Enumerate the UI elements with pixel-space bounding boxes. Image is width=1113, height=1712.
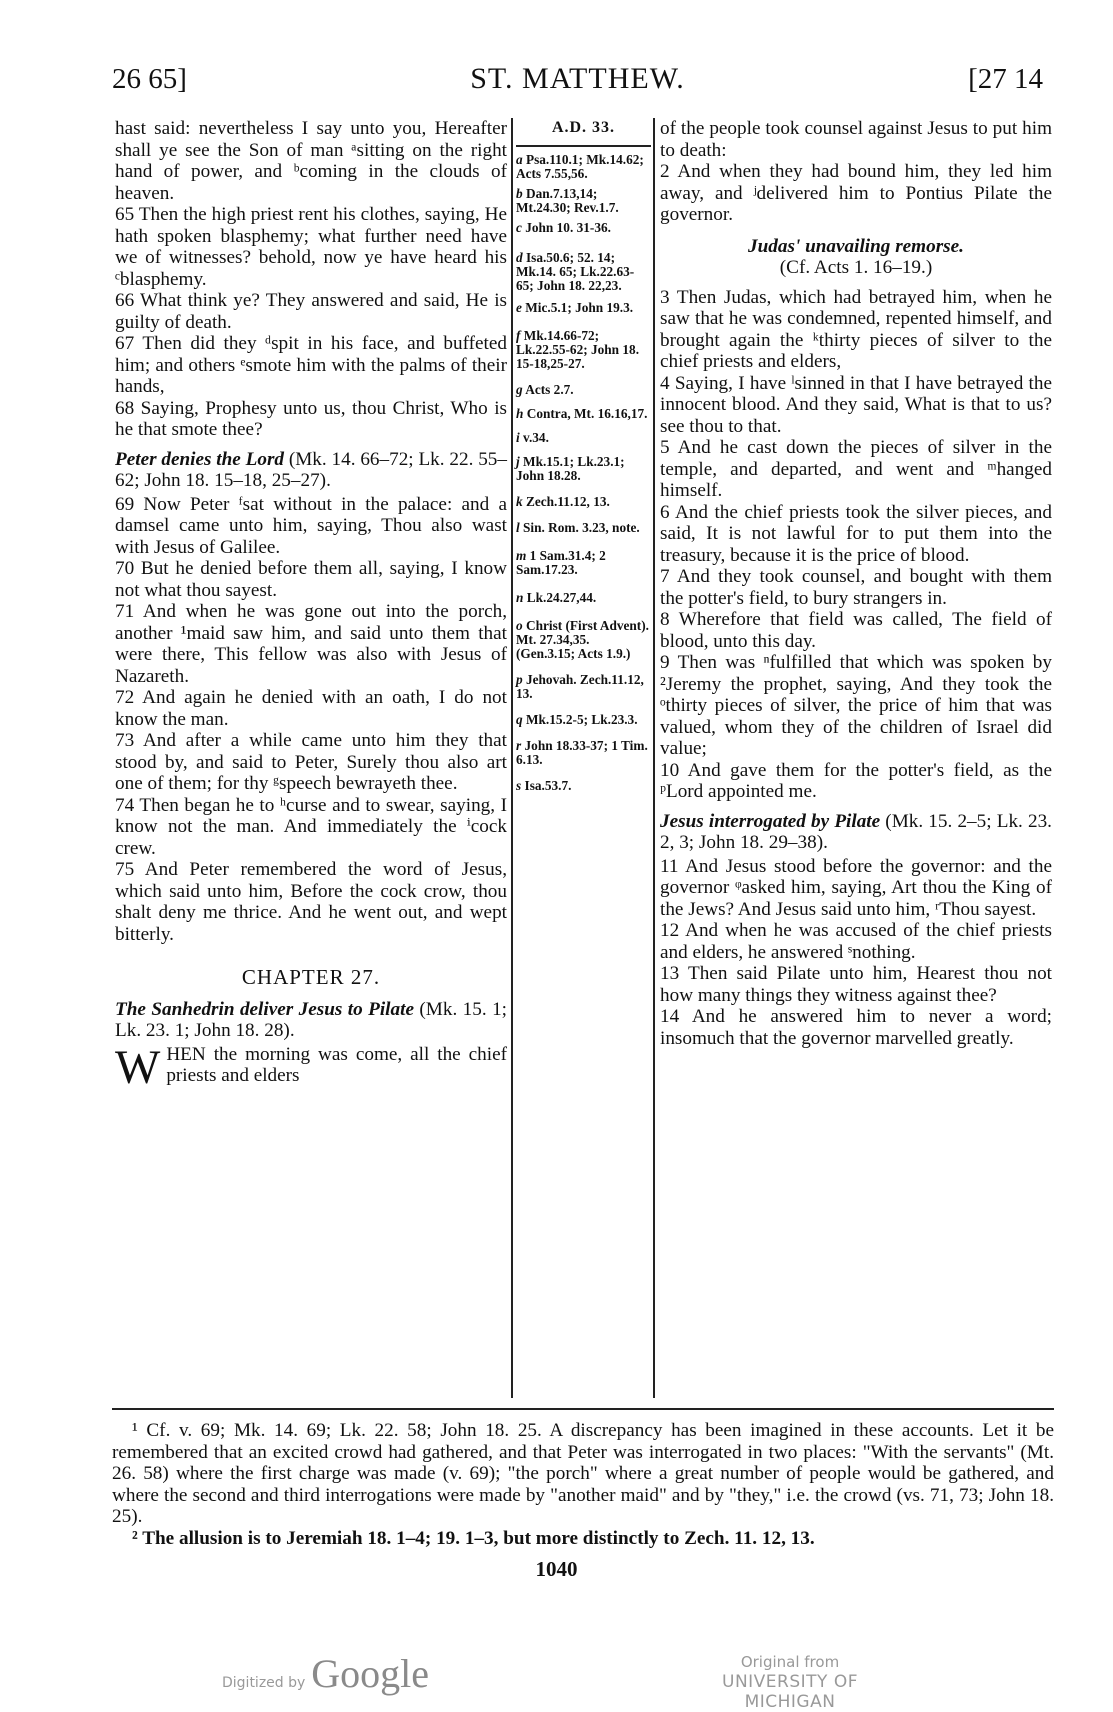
verse-paragraph: 4 Saying, I have ˡsinned in that I have betrayed the innocent blood. And they said, What is that to us? see thou to that.: [660, 372, 1052, 437]
verse-paragraph: 10 And gave them for the potter's field, as the ᵖLord appointed me.: [660, 759, 1052, 802]
cross-reference-text: Acts 2.7.: [525, 382, 574, 397]
cross-reference-note: [516, 739, 651, 767]
cross-reference-text: 1 Sam.31.4; 2 Sam.17.23.: [516, 548, 606, 577]
running-head-left: 26 65]: [112, 63, 187, 95]
verse-paragraph: 70 But he denied before them all, saying, I know not what thou sayest.: [115, 558, 507, 601]
cross-reference-text: Zech.11.12, 13.: [525, 494, 610, 509]
university-text: UNIVERSITY OF MICHIGAN: [722, 1672, 858, 1712]
verse-paragraph: hast said: nevertheless I say unto you, Hereafter shall ye see the Son of man ᵃsitting on the right hand of power, and ᵇcoming in the clouds of heaven.: [115, 118, 507, 204]
chapter-heading: CHAPTER 27.: [241, 965, 381, 989]
cross-reference-note: [516, 549, 651, 577]
cross-reference-key: s: [516, 778, 522, 793]
footnote-1: ¹ Cf. v. 69; Mk. 14. 69; Lk. 22. 58; John 18. 25. A discrepancy has been imagined in these accounts. Let it be remembered that an excited crowd had gathered, and that Peter was interrogated in two places: "With the servants" (Mt. 26. 58) where the first charge was made (v. 69); "the porch" where a great number of people would be gathered, and where the second and third interrogations were made by "another maid" and by "they," i.e. the crowd (vs. 71, 73; John 18. 25).: [112, 1420, 1054, 1527]
verse-paragraph: 73 And after a while came unto him they that stood by, and said to Peter, Surely thou also art one of them; for thy ᵍspeech bewrayeth thee.: [115, 730, 507, 794]
cross-reference-text: Psa.110.1; Mk.14.62; Acts 7.55,56.: [516, 152, 644, 181]
cross-reference-key: c: [516, 220, 522, 235]
verse-paragraph: 3 Then Judas, which had betrayed him, when he saw that he was condemned, repented himself, and brought again the ᵏthirty pieces of silver to the chief priests and elders,: [660, 286, 1052, 372]
page-number: 1040: [535, 1557, 578, 1581]
footnote-2: ² The allusion is to Jeremiah 18. 1–4; 19. 1–3, but more distinctly to Zech. 11. 12, 13.: [132, 1527, 815, 1549]
section-heading-refs: (Mk. 15. 1; Lk. 23. 1; John 18. 28).: [115, 998, 507, 1041]
verse-paragraph: 71 And when he was gone out into the porch, another ¹maid saw him, and said unto them that were there, This fellow was also with Jesus of Nazareth.: [115, 601, 507, 687]
margin-date: A.D. 33.: [551, 119, 616, 136]
cross-reference-note: [516, 521, 651, 535]
verse-paragraph: 2 And when they had bound him, they led him away, and ʲdelivered him to Pontius Pilate the governor.: [660, 161, 1052, 225]
left-column: [115, 118, 507, 1094]
cross-reference-key: k: [516, 494, 523, 509]
verse-paragraph: 14 And he answered him to never a word; insomuch that the governor marvelled greatly.: [660, 1006, 1052, 1049]
cross-reference-key: m: [516, 548, 527, 563]
margin-notes: [516, 153, 651, 793]
cross-reference-note: [516, 619, 651, 661]
cross-reference-key: n: [516, 590, 524, 605]
verse-paragraph: 69 Now Peter ᶠsat without in the palace: and a damsel came unto him, saying, Thou also wast with Jesus of Galilee.: [115, 493, 507, 558]
cross-reference-key: f: [516, 328, 521, 343]
column-rule-left: [511, 118, 513, 1398]
verse-paragraph: 5 And he cast down the pieces of silver in the temple, and departed, and went and ᵐhanged himself.: [660, 437, 1052, 501]
verse-paragraph: of the people took counsel against Jesus to put him to death:: [660, 118, 1052, 161]
verse-paragraph: 9 Then was ⁿfulfilled that which was spoken by ²Jeremy the prophet, saying, And they took the ᵒthirty pieces of silver, the price of him that was valued, whom they of the children of Israel did value;: [660, 652, 1052, 759]
cross-reference-key: g: [516, 382, 523, 397]
section-heading-refs: (Mk. 14. 66–72; Lk. 22. 55–62; John 18. 15–18, 25–27).: [115, 448, 507, 491]
cross-reference-key: q: [516, 712, 523, 727]
google-logo: Google: [311, 1651, 430, 1696]
verse-paragraph: 65 Then the high priest rent his clothes, saying, He hath spoken blasphemy; what further need have we of witnesses? behold, now ye have heard his ᶜblasphemy.: [115, 204, 507, 290]
cross-reference-text: Mk.15.2-5; Lk.23.3.: [525, 712, 638, 727]
cross-reference-note: [516, 673, 651, 701]
cross-reference-text: Sin. Rom. 3.23, note.: [523, 520, 640, 535]
cross-reference-note: [516, 407, 651, 421]
cross-reference-text: John 18.33-37; 1 Tim. 6.13.: [516, 738, 648, 767]
cross-reference-text: John 10. 31-36.: [525, 220, 611, 235]
verse-paragraph: 7 And they took counsel, and bought with them the potter's field, to bury strangers in.: [660, 566, 1052, 609]
verse-paragraph: 11 And Jesus stood before the governor: and the governor ᵠasked him, saying, Art thou the King of the Jews? And Jesus said unto him, ʳThou sayest.: [660, 855, 1052, 920]
verse-paragraph: 12 And when he was accused of the chief priests and elders, he answered ˢnothing.: [660, 920, 1052, 963]
cross-reference-note: [516, 591, 651, 605]
verse-paragraph: 68 Saying, Prophesy unto us, thou Christ, Who is he that smote thee?: [115, 397, 507, 440]
verse-paragraph: 75 And Peter remembered the word of Jesus, which said unto him, Before the cock crow, thou shalt deny me thrice. And he went out, and wept bitterly.: [115, 859, 507, 945]
cross-reference-text: Isa.50.6; 52. 14; Mk.14. 65; Lk.22.63-65; John 18. 22,23.: [516, 250, 635, 293]
cross-reference-note: [516, 301, 651, 315]
cross-reference-key: j: [516, 454, 520, 469]
verse-paragraph: 67 Then did they ᵈspit in his face, and buffeted him; and others ᵉsmote him with the palms of their hands,: [115, 333, 507, 397]
cross-reference-key: h: [516, 406, 524, 421]
running-head-title: ST. MATTHEW.: [470, 62, 685, 95]
right-column: [660, 118, 1052, 1049]
cross-reference-key: d: [516, 250, 523, 265]
cross-reference-note: [516, 455, 651, 483]
chapter-opening-text: HEN the morning was come, all the chief priests and elders: [166, 1043, 507, 1086]
cross-reference-text: Jehovah. Zech.11.12, 13.: [516, 672, 644, 701]
cross-reference-key: r: [516, 738, 522, 753]
section-heading-refs: (Mk. 15. 2–5; Lk. 23. 2, 3; John 18. 29–38).: [660, 810, 1052, 853]
digitized-by-text: Digitized by: [222, 1675, 306, 1691]
cross-reference-note: [516, 187, 651, 215]
verse-paragraph: 74 Then began he to ʰcurse and to swear, saying, I know not the man. And immediately the ⁱcock crew.: [115, 794, 507, 859]
running-head: [112, 62, 1043, 102]
cross-reference-note: [516, 153, 651, 181]
chapter-opening-paragraph: [115, 1040, 507, 1094]
cross-reference-text: Isa.53.7.: [524, 778, 572, 793]
cross-reference-key: o: [516, 618, 523, 633]
digitized-by-watermark: [222, 1650, 429, 1697]
cross-reference-text: Christ (First Advent). Mt. 27.34,35. (Gen.3.15; Acts 1.9.): [516, 618, 649, 661]
cross-reference-text: Mic.5.1; John 19.3.: [525, 300, 634, 315]
cross-reference-key: i: [516, 430, 520, 445]
cross-reference-text: Dan.7.13,14; Mt.24.30; Rev.1.7.: [516, 186, 619, 215]
section-heading: [660, 811, 1052, 854]
verse-paragraph: 6 And the chief priests took the silver pieces, and said, It is not lawful for to put them into the treasury, because it is the price of blood.: [660, 501, 1052, 566]
footnotes: [112, 1420, 1054, 1549]
verse-paragraph: 72 And again he denied with an oath, I do not know the man.: [115, 687, 507, 730]
section-heading-title: Jesus interrogated by Pilate: [660, 810, 881, 832]
cross-reference-note: [516, 713, 651, 727]
cross-reference-note: [516, 329, 651, 371]
cross-reference-note: [516, 431, 651, 445]
section-heading: [115, 999, 507, 1042]
original-from-watermark: [675, 1652, 905, 1712]
cross-reference-note: [516, 251, 651, 293]
section-heading-title: The Sanhedrin deliver Jesus to Pilate: [115, 998, 414, 1020]
cross-reference-text: Mk.14.66-72; Lk.22.55-62; John 18. 15-18,25-27.: [516, 328, 640, 371]
cross-reference-key: e: [516, 300, 522, 315]
cross-reference-note: [516, 779, 651, 793]
cross-reference-note: [516, 221, 651, 235]
column-rule-right: [653, 118, 655, 1398]
drop-cap: W: [115, 1040, 161, 1094]
footnote-rule: [112, 1408, 1054, 1410]
cross-reference-key: a: [516, 152, 523, 167]
section-heading: [115, 449, 507, 492]
section-heading: [660, 236, 1052, 279]
section-heading-refs: (Cf. Acts 1. 16–19.): [779, 257, 933, 278]
cross-reference-key: p: [516, 672, 523, 687]
cross-reference-text: v.34.: [523, 430, 549, 445]
cross-reference-text: Mk.15.1; Lk.23.1; John 18.28.: [516, 454, 625, 483]
section-heading-title: Judas' unavailing remorse.: [748, 235, 964, 257]
running-head-right: [27 14: [968, 63, 1043, 95]
cross-reference-key: l: [516, 520, 520, 535]
verse-paragraph: 66 What think ye? They answered and said, He is guilty of death.: [115, 290, 507, 333]
cross-reference-text: Lk.24.27,44.: [526, 590, 597, 605]
cross-reference-text: Contra, Mt. 16.16,17.: [526, 406, 648, 421]
margin-column: [516, 118, 651, 805]
cross-reference-note: [516, 383, 651, 397]
verse-paragraph: 13 Then said Pilate unto him, Hearest thou not how many things they witness against thee?: [660, 963, 1052, 1006]
section-heading-title: Peter denies the Lord: [115, 448, 285, 470]
cross-reference-key: b: [516, 186, 523, 201]
original-from-text: Original from: [740, 1653, 840, 1671]
verse-paragraph: 8 Wherefore that field was called, The field of blood, unto this day.: [660, 609, 1052, 652]
cross-reference-note: [516, 495, 651, 509]
